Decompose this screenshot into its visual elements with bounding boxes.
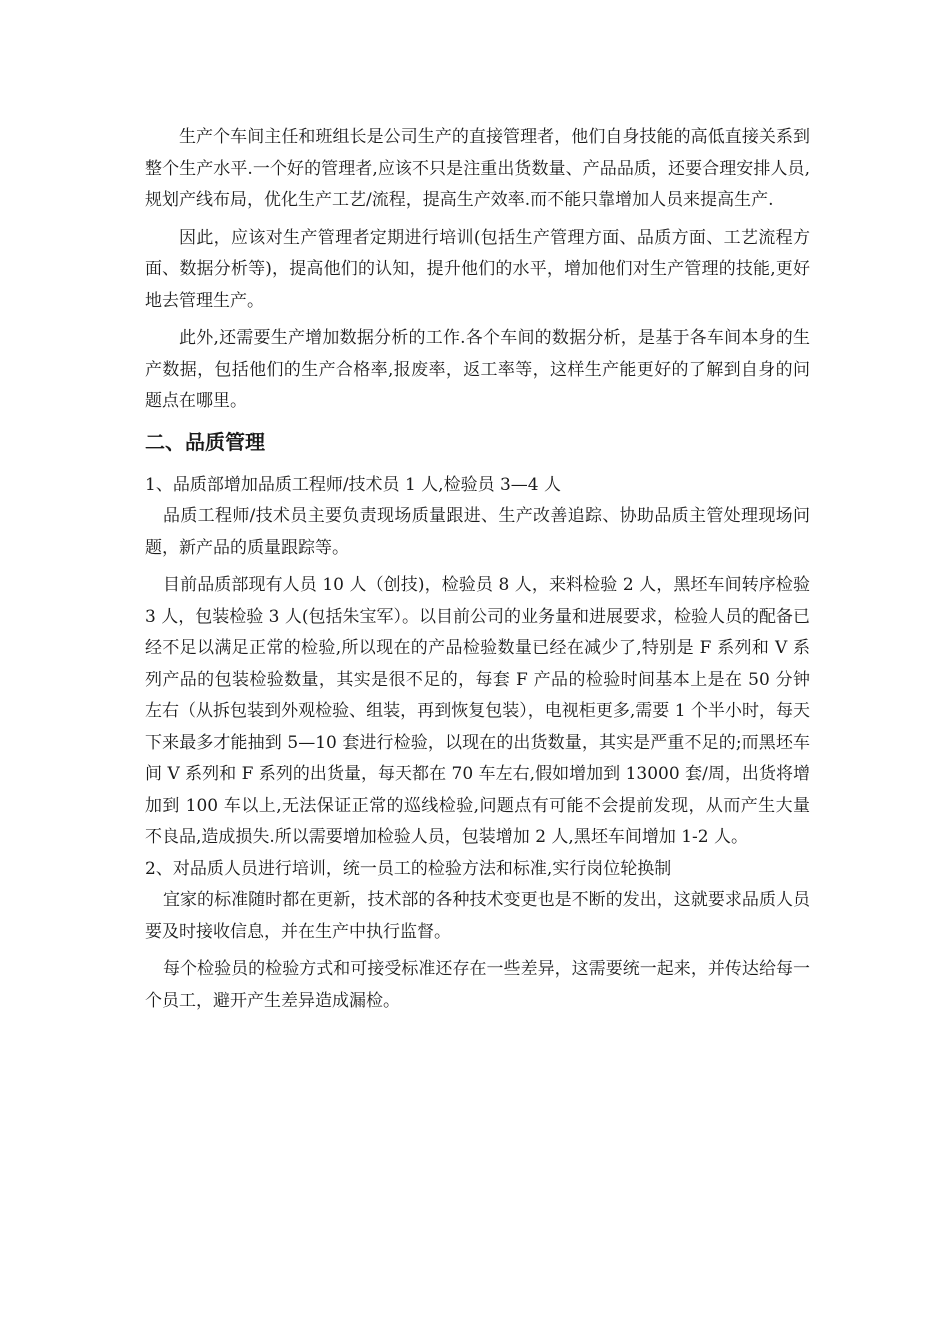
item1-paragraph-1: 品质工程师/技术员主要负责现场质量跟进、生产改善追踪、协助品质主管处理现场问题，新产品的质量跟踪等。 (145, 506, 810, 558)
item1-paragraph-2: 目前品质部现有人员 10 人（创技)，检验员 8 人，来料检验 2 人，黑坯车间转序检验 3 人，包装检验 3 人(包括朱宝军）。以目前公司的业务量和进展要求，检验人员的配备已经不足以满足正常的检验,所以现在的产品检验数量已经在减少了,特别是 F 系列和 V 系列产品的包装检验数量，其实是很不足的，每套 F 产品的检验时间基本上是在 50 分钟左右（从拆包装到外观检验、组装，再到恢复包装），电视柜更多,需要 1 个半小时，每天下来最多才能抽到 5—10 套进行检验，以现在的出货数量，其实是严重不足的;而黑坯车间 V 系列和 F 系列的出货量，每天都在 70 车左右,假如增加到 13000 套/周，出货将增加到 100 车以上,无法保证正常的巡线检验,问题点有可能不会提前发现，从而产生大量不良品,造成损失.所以需要增加检验人员，包装增加 2 人,黑坯车间增加 1-2 人。 (145, 575, 810, 847)
item1-title: 1、品质部增加品质工程师/技术员 1 人,检验员 3—4 人 (145, 474, 562, 495)
intro-paragraph-3: 此外,还需要生产增加数据分析的工作.各个车间的数据分析，是基于各车间本身的生产数据，包括他们的生产合格率,报废率，返工率等，这样生产能更好的了解到自身的问题点在哪里。 (145, 328, 810, 411)
intro-paragraph-1: 生产个车间主任和班组长是公司生产的直接管理者，他们自身技能的高低直接关系到整个生产水平.一个好的管理者,应该不只是注重出货数量、产品品质，还要合理安排人员,规划产线布局，优化生产工艺/流程，提高生产效率.而不能只靠增加人员来提高生产. (145, 127, 810, 210)
intro-paragraph-2: 因此，应该对生产管理者定期进行培训(包括生产管理方面、品质方面、工艺流程方面、数据分析等)，提高他们的认知，提升他们的水平，增加他们对生产管理的技能,更好地去管理生产。 (145, 227, 810, 311)
item2-title: 2、对品质人员进行培训，统一员工的检验方法和标准,实行岗位轮换制 (145, 858, 672, 879)
document-page (145, 122, 810, 1023)
item2-paragraph-2: 每个检验员的检验方式和可接受标准还存在一些差异，这需要统一起来，并传达给每一个员工，避开产生差异造成漏检。 (145, 959, 810, 1011)
item2-paragraph-1: 宜家的标准随时都在更新，技术部的各种技术变更也是不断的发出，这就要求品质人员要及时接收信息，并在生产中执行监督。 (145, 890, 810, 942)
section-heading-quality-management: 二、品质管理 (145, 429, 265, 454)
